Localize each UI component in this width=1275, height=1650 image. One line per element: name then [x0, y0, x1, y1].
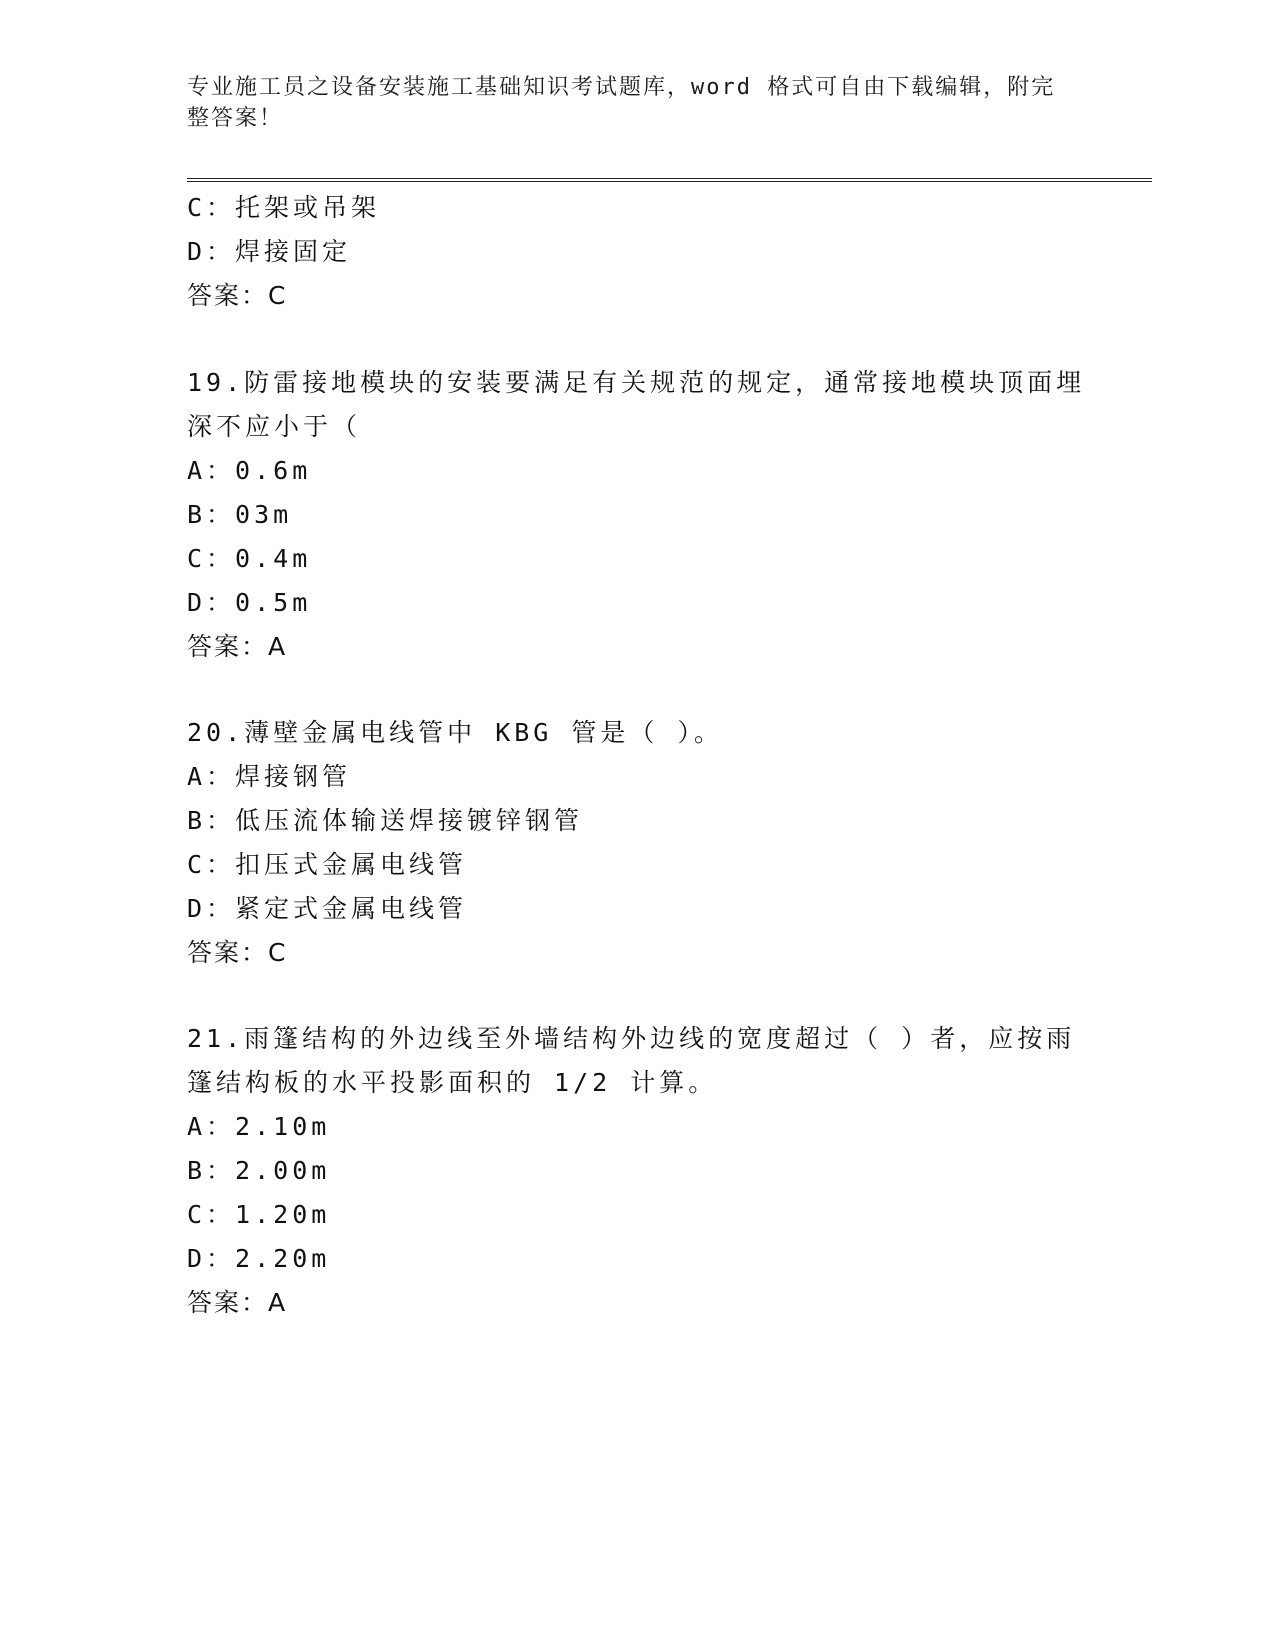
q20-text-line-1: 20.薄壁金属电线管中 KBG 管是（ ）。 [187, 718, 723, 747]
q21-option-d: D：2.20m [187, 1244, 331, 1273]
q21-option-c: C：1.20m [187, 1200, 331, 1229]
q21-option-a: A：2.10m [187, 1112, 331, 1141]
header-divider [187, 178, 1152, 182]
q21-answer: 答案：A [187, 1288, 288, 1317]
header-line-2: 整答案！ [187, 106, 284, 131]
q21-option-b: B：2.00m [187, 1156, 331, 1185]
prev-option-d: D：焊接固定 [187, 237, 352, 266]
prev-answer: 答案：C [187, 281, 288, 310]
q20-option-d: D：紧定式金属电线管 [187, 894, 468, 923]
prev-option-c: C：托架或吊架 [187, 193, 381, 222]
q19-text-line-2: 深不应小于（ [187, 412, 362, 441]
q19-option-c: C：0.4m [187, 544, 312, 573]
document-header [187, 72, 1067, 134]
q19-text-line-1: 19.防雷接地模块的安装要满足有关规范的规定，通常接地模块顶面埋 [187, 368, 1086, 397]
q20-answer: 答案：C [187, 938, 288, 967]
q21-text-line-1: 21.雨篷结构的外边线至外墙结构外边线的宽度超过（ ）者，应按雨 [187, 1024, 1076, 1053]
q20-option-c: C：扣压式金属电线管 [187, 850, 468, 879]
q20-option-a: A：焊接钢管 [187, 762, 352, 791]
q19-option-d: D：0.5m [187, 588, 312, 617]
q19-option-a: A：0.6m [187, 456, 312, 485]
q19-option-b: B：03m [187, 500, 293, 529]
header-line-1: 专业施工员之设备安装施工基础知识考试题库，word 格式可自由下载编辑，附完 [187, 75, 1056, 100]
q19-answer: 答案：A [187, 632, 288, 661]
q20-option-b: B：低压流体输送焊接镀锌钢管 [187, 806, 584, 835]
q21-text-line-2: 篷结构板的水平投影面积的 1/2 计算。 [187, 1068, 718, 1097]
